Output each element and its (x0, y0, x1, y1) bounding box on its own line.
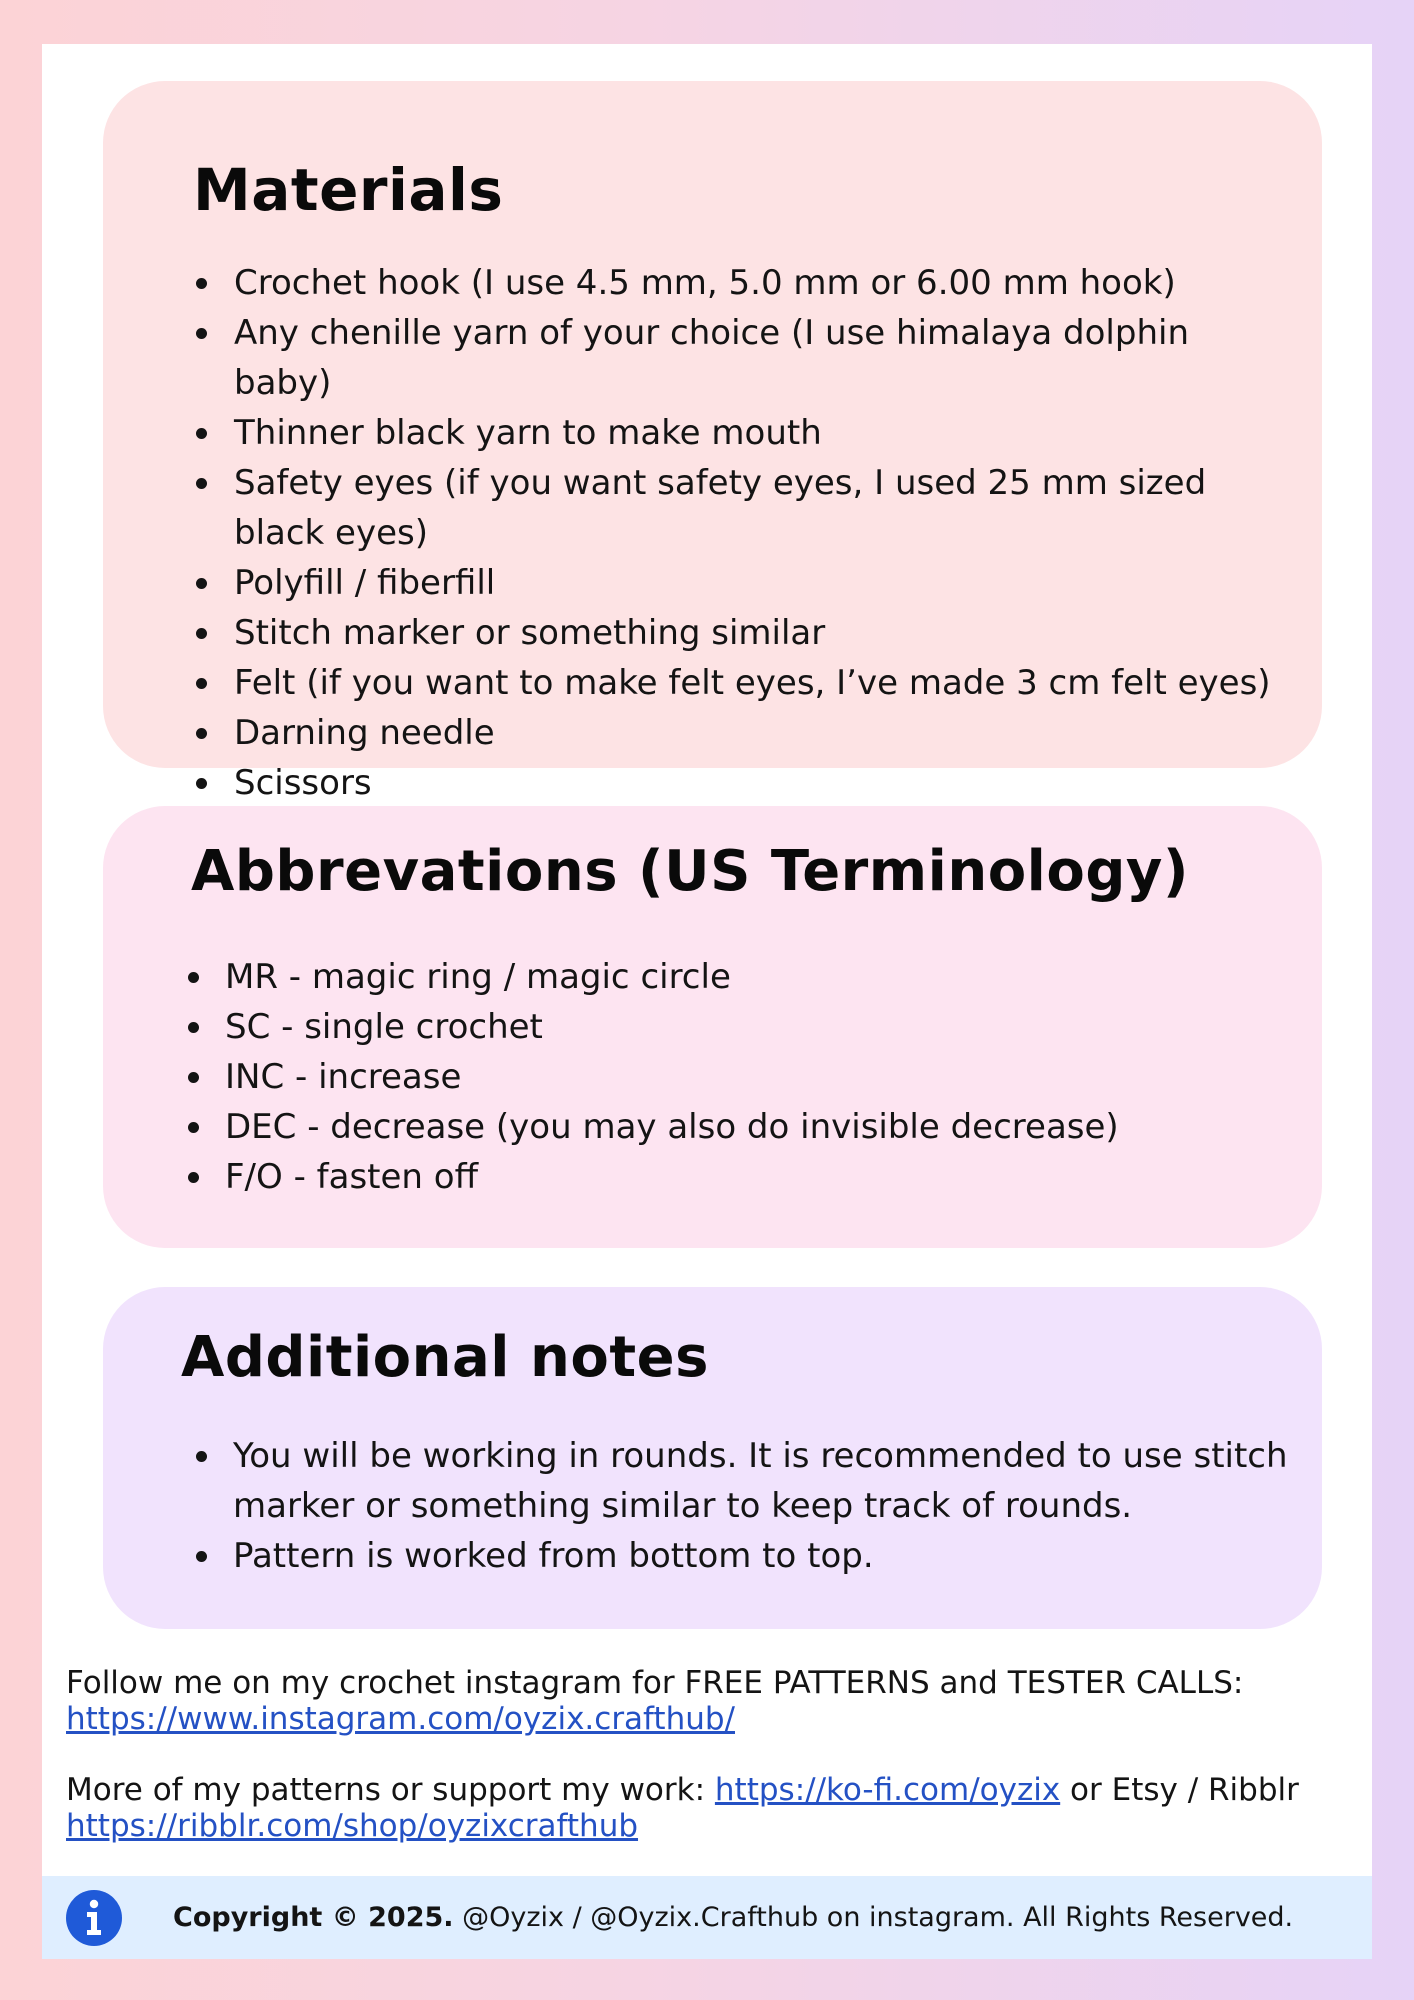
materials-list (234, 258, 1294, 808)
abbreviation-item: MR - magic ring / magic circle (225, 952, 1285, 1002)
more-patterns-paragraph (66, 1772, 1356, 1844)
instagram-link[interactable]: https://www.instagram.com/oyzix.crafthub/ (66, 1701, 735, 1737)
materials-item: Scissors (234, 758, 1294, 808)
copyright-text (173, 1902, 1293, 1934)
or-etsy-text: or Etsy / Ribblr (1070, 1772, 1299, 1808)
abbreviation-item: DEC - decrease (you may also do invisible decrease) (225, 1102, 1285, 1152)
follow-paragraph (66, 1665, 1356, 1737)
note-item: Pattern is worked from bottom to top. (233, 1531, 1303, 1581)
additional-notes-card (103, 1287, 1322, 1629)
materials-item: Crochet hook (I use 4.5 mm, 5.0 mm or 6.00 mm hook) (234, 258, 1294, 308)
materials-title: Materials (193, 156, 504, 224)
pattern-page (42, 44, 1372, 1959)
follow-text: Follow me on my crochet instagram for FREE PATTERNS and TESTER CALLS: (66, 1665, 1244, 1701)
copyright-bar (42, 1876, 1372, 1959)
notes-list (233, 1431, 1303, 1581)
abbreviations-title: Abbrevations (US Terminology) (191, 839, 1190, 904)
notes-title: Additional notes (181, 1325, 709, 1390)
info-icon (66, 1890, 122, 1946)
kofi-link[interactable]: https://ko-fi.com/oyzix (714, 1772, 1061, 1808)
abbreviation-item: SC - single crochet (225, 1002, 1285, 1052)
abbreviations-list (225, 952, 1285, 1202)
materials-item: Thinner black yarn to make mouth (234, 408, 1294, 458)
abbreviations-card (103, 806, 1322, 1248)
materials-item: Darning needle (234, 708, 1294, 758)
materials-card (103, 81, 1322, 803)
note-item: You will be working in rounds. It is recommended to use stitch marker or something similar to keep track of rounds. (233, 1431, 1303, 1531)
materials-item: Safety eyes (if you want safety eyes, I used 25 mm sized black eyes) (234, 458, 1294, 558)
materials-item: Stitch marker or something similar (234, 608, 1294, 658)
copyright-year: Copyright © 2025. (173, 1902, 454, 1933)
ribblr-link[interactable]: https://ribblr.com/shop/oyzixcrafthub (66, 1808, 639, 1844)
copyright-owner: @Oyzix / @Oyzix.Crafthub on instagram. All Rights Reserved. (462, 1902, 1294, 1933)
materials-item: Polyfill / fiberfill (234, 558, 1294, 608)
materials-item: Any chenille yarn of your choice (I use himalaya dolphin baby) (234, 308, 1294, 408)
abbreviation-item: F/O - fasten off (225, 1152, 1285, 1202)
abbreviation-item: INC - increase (225, 1052, 1285, 1102)
materials-item: Felt (if you want to make felt eyes, I’ve made 3 cm felt eyes) (234, 658, 1294, 708)
more-text: More of my patterns or support my work: (66, 1772, 706, 1808)
